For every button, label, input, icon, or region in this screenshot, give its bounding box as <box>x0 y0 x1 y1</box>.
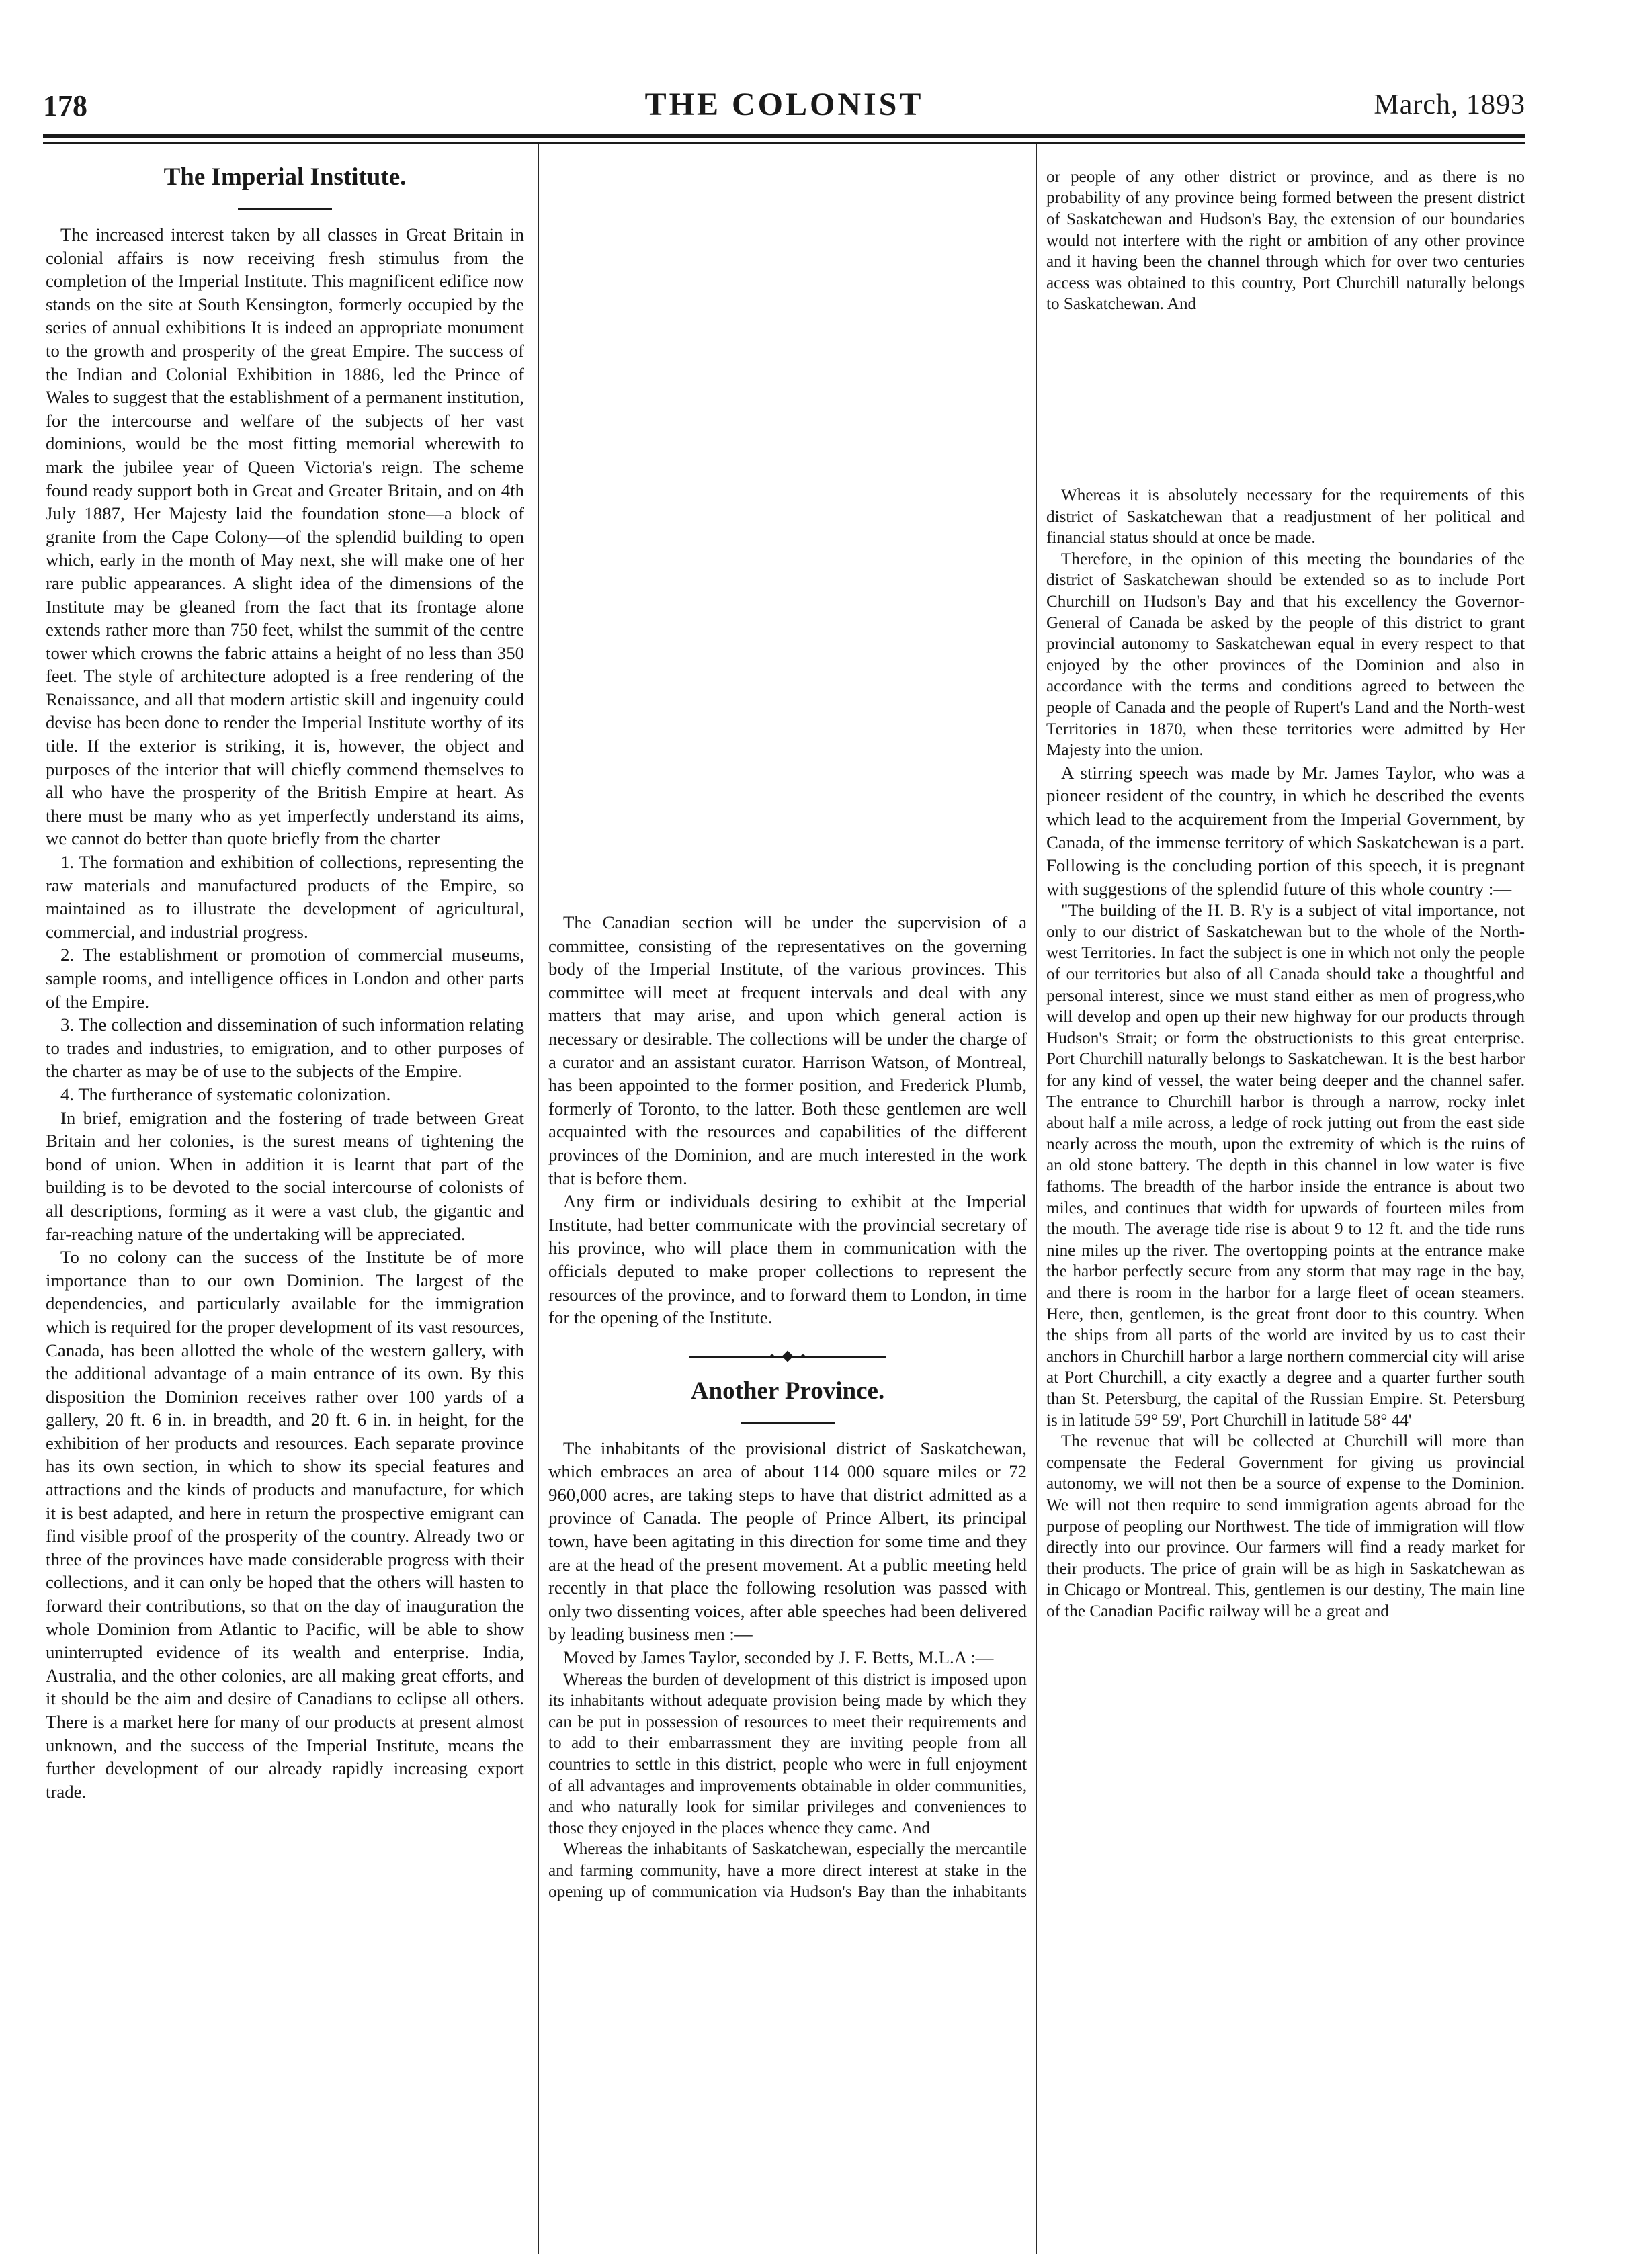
header-rule-thin <box>43 142 1525 144</box>
article-paragraph: In brief, emigration and the fostering of trade between Great Britain and her colonies, is the surest means of tightening the bond of union. When in addition it is learnt that part of the building is to be devoted to the social intercourse of colonists of all descriptions, forming as it were a vast club, the gigantic and far-reaching nature of the undertaking will be appreciated. <box>46 1107 524 1244</box>
article-paragraph: Any firm or individuals desiring to exhibit at the Imperial Institute, had better communicate with the provincial secretary of his province, who will place them in communication with the officials deputed to make proper collections to represent the resources of the province, and to forward them to London, in time for the opening of the Institute. <box>548 1191 1027 1328</box>
column-divider <box>538 144 539 2254</box>
column-divider <box>1036 144 1037 2254</box>
separator-dot <box>770 1354 774 1358</box>
resolution-clause: Therefore, in the opinion of this meeting the boundaries of the district of Saskatchewan should be extended so as to include Port Churchill on Hudson's Bay and that his excellency the Governor-General of Canada be asked by the people of this district to grant provincial autonomy to Saskatchewan equal in every respect to that enjoyed by the other provinces of the Dominion and also in accordance with the terms and conditions agreed to between the people of Canada and the people of Rupert's Land and the North-west Territories in 1870, when these territories were admitted by Her Majesty into the union. <box>1046 550 1525 760</box>
article-paragraph: The increased interest taken by all classes in Great Britain in colonial affairs is now receiving fresh stimulus from the completion of the Imperial Institute. This magnificent edifice now stands on the site at South Kensington, formerly occupied by the series of annual exhibitions It is indeed an appropriate monument to the growth and prosperity of the great Empire. The success of the Indian and Colonial Exhibition in 1886, led the Prince of Wales to suggest that the establishment of a permanent institution, for the intercourse and welfare of the subjects of her vast dominions, would be the most fitting memorial wherewith to mark the jubilee year of Queen Victoria's reign. The scheme found ready support both in Great and Greater Britain, and on 4th July 1887, Her Majesty laid the foundation stone—a block of granite from the Cape Colony—of the splendid building to open which, early in the month of May next, she will make one of her rare public appearances. A slight idea of the dimensions of the Institute may be gleaned from the fact that its frontage alone extends rather more than 750 feet, whilst the summit of the centre tower which crowns the fabric attains a height of no less than 350 feet. The style of architecture adopted is a free rendering of the Renaissance, and all that modern artistic skill and ingenuity could devise has been done to render the Imperial Institute worthy of its title. If the exterior is striking, it is, however, the object and purposes of the interior that will chiefly commend themselves to all who have the prosperity of the British Empire at heart. As there must be many who as yet imperfectly understand its aims, we cannot do better than quote briefly from the charter <box>46 224 524 849</box>
page-header <box>43 86 1525 126</box>
resolution-clause: Whereas it is absolutely necessary for the requirements of this district of Saskatchewan that a readjustment of her political and financial status should at once be made. <box>1046 486 1525 548</box>
article-paragraph: The inhabitants of the provisional district of Saskatchewan, which embraces an area of about 114 000 square miles or 72 960,000 acres, are taking steps to have that district admitted as a province of Canada. The people of Prince Albert, its principal town, have been agitating in this direction for some time and they are at the head of the present movement. At a public meeting held recently in that place the following resolution was passed with only two dissenting voices, after able speeches had been delivered by leading business men :— <box>548 1438 1027 1645</box>
page-number: 178 <box>43 89 87 122</box>
resolution-block-continued <box>1046 167 1525 761</box>
charter-item: 4. The furtherance of systematic colonization. <box>60 1084 391 1104</box>
article-paragraph: The Canadian section will be under the supervision of a committee, consisting of the representatives on the governing body of the Imperial Institute, of the various provinces. This committee will meet at frequent intervals and deal with any matters that may arise, and upon which general action is necessary or desirable. The collections will be under the charge of a curator and an assistant curator. Harrison Watson, of Montreal, has been appointed to the former position, and Frederick Plumb, formerly of Toronto, to the latter. Both these gentlemen are well acquainted with the resources and capabilities of the different provinces of the Dominion, and are much interested in the work that is before them. <box>548 912 1027 1188</box>
column-2 <box>548 167 1027 2263</box>
motion-line: Moved by James Taylor, seconded by J. F. Betts, M.L.A :— <box>563 1647 994 1668</box>
resolution-block <box>548 1669 1027 1903</box>
headline-rule <box>741 1422 835 1424</box>
quote-paragraph: The revenue that will be collected at Churchill will more than compensate the Federal Government for giving us provincial autonomy, we will not then be a source of expense to the Dominion. We will not then require to send immigration agents abroad for the purpose of peopling our Northwest. The tide of immigration will flow directly into our province. Our farmers will find a ready market for their products. The price of grain will be as high in Saskatchewan as in Chicago or Montreal. This, gentlemen is our destiny, The main line of the Canadian Pacific railway will be a great and <box>1046 1432 1525 1620</box>
resolution-clause <box>548 1839 1027 1903</box>
charter-item: 1. The formation and exhibition of collections, representing the raw materials and manufactured products of the Empire, so maintained as to illustrate the development of agricultural, commercial, and industrial progress. <box>46 852 524 942</box>
article-paragraph: To no colony can the success of the Institute be of more importance than to our own Dominion. The largest of the dependencies, and particularly available for the immigration which is required for the proper development of its vast resources, Canada, has been allotted the whole of the western gallery, with the additional advantage of a main entrance of its own. By this disposition the Dominion receives rather over 100 yards of a gallery, 20 ft. 6 in. in breadth, and 20 ft. 6 in. in height, for the exhibition of her products and resources. Each separate province has its own section, in which to show its special features and attractions and the kinds of products and manufacture, for which it is best adapted, and here in return the prospective emigrant can find visible proof of the prosperity of the country. Already two or three of the provinces have made considerable progress with their collections, and it can only be hoped that the others will hasten to forward their contributions, so that on the day of inauguration the whole Dominion from Atlantic to Pacific, will be able to show uninterrupted evidence of its wealth and enterprise. India, Australia, and the other colonies, are all making great efforts, and it should be the aim and desire of Canadians to eclipse all others. There is a market here for many of our products at present almost unknown, and the success of the Imperial Institute, means the further development of our already rapidly increasing export trade. <box>46 1247 524 1802</box>
resolution-clause-text: Whereas the inhabitants of Saskatchewan, especially the mercantile and farming community, have a more direct interest at stake in the opening up of communication via Hudson's Bay than the inhabitants <box>548 1840 1027 1901</box>
quote-paragraph: "The building of the H. B. R'y is a subject of vital importance, not only to our district of Saskatchewan but to the whole of the North-west Territories. In fact the subject is one in which not only the people of our territories but also of all Canada should take a thoughtful and personal interest, since we must stand either as men of progress,who will develop and open up their new highway for our products through Hudson's Strait; or form the obstructionists to this great enterprise. Port Churchill naturally belongs to Saskatchewan. It is the best harbor for any kind of vessel, the water being deeper and the channel safer. The entrance to Churchill harbor is through a narrow, rocky inlet about half a mile across, a ledge of rock jutting out from the east side nearly across the mouth, upon the extremity of which is the ruins of an old stone battery. The depth in this channel in low water is five fathoms. The breadth of the harbor inside the entrance is about two miles, and continues that width for upwards of fourteen miles from the mouth. The average tide rise is about 9 to 12 ft. and the tide runs nine miles up the river. The overtopping points at the entrance make the harbor perfectly secure from any storm that may rage in the bay, and there is room in the harbor for a large fleet of ocean steamers. Here, then, gentlemen, is the great front door to this country. When the ships from all parts of the world are invited by us to cast their anchors in Churchill harbor a large northern commercial city will arise at Port Churchill, a city exactly a degree and a quarter further south than St. Petersburg, the capital of the Russian Empire. St. Petersburg is in latitude 59° 59', Port Churchill in latitude 58° 44' <box>1046 902 1525 1430</box>
article-paragraph: A stirring speech was made by Mr. James Taylor, who was a pioneer resident of the country, in which he described the events which lead to the acquirement from the Imperial Government, by Canada, of the immense territory of which Saskatchewan is a part. Following is the concluding portion of this speech, it is pregnant with suggestions of the splendid future of this whole country :— <box>1046 762 1525 899</box>
issue-date: March, 1893 <box>1374 89 1525 120</box>
column-3 <box>1046 167 1525 2263</box>
article-paragraph-continued <box>548 167 1027 911</box>
resolution-clause-continued <box>1046 167 1525 485</box>
resolution-clause-text: or people of any other district or province, and as there is no probability of any province being formed between the present district of Saskatchewan and Hudson's Bay, the extension of our boundaries would not interfere with the right or ambition of any other province and it having been the channel through which for over two centuries access was obtained to this country, Port Churchill naturally belongs to Saskatchewan. And <box>1046 167 1525 314</box>
publication-title: THE COLONIST <box>644 87 924 122</box>
article-separator <box>548 1347 1027 1367</box>
headline-rule <box>238 208 332 210</box>
resolution-clause: Whereas the burden of development of this district is imposed upon its inhabitants without adequate provision being made by which they can be put in possession of resources to meet their requirements and to add to their embarrassment they are inviting people from all countries to settle in this district, people who were in full enjoyment of all advantages and improvements obtainable in older communities, and who naturally look for similar privileges and conveniences to those they enjoyed in the places whence they came. And <box>548 1670 1027 1837</box>
article-headline: Another Province. <box>690 1377 885 1405</box>
separator-dot <box>801 1354 805 1358</box>
speech-quote <box>1046 900 1525 1622</box>
column-1 <box>46 161 524 2257</box>
separator-diamond <box>782 1350 794 1362</box>
charter-item: 3. The collection and dissemination of such information relating to trades and industries, to emigration, and to other purposes of the charter as may be of use to the subjects of the Empire. <box>46 1014 524 1082</box>
article-headline: The Imperial Institute. <box>163 163 407 191</box>
header-rule-thick <box>43 134 1525 138</box>
charter-item: 2. The establishment or promotion of commercial museums, sample rooms, and intelligence offices in London and other parts of the Empire. <box>46 945 524 1012</box>
